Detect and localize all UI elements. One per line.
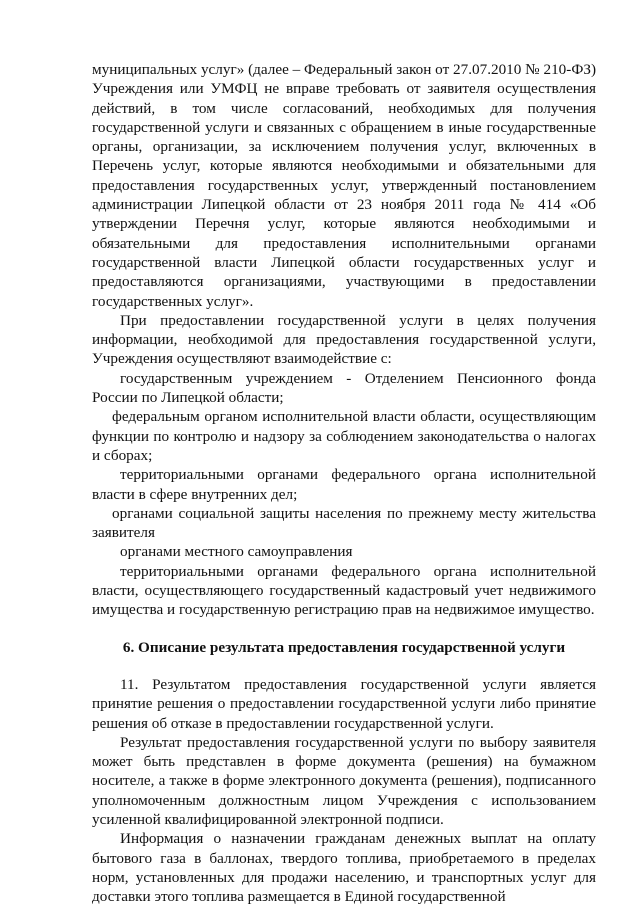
section-heading: 6. Описание результата предоставления государственной услуги — [122, 638, 566, 656]
paragraph-interaction: При предоставлении государственной услуги в целях получения информации, необходимой для предоставления государственной услуги, Учреждения осуществляют взаимодействие с: — [92, 311, 596, 368]
paragraph-federal-law: муниципальных услуг» (далее – Федеральный закон от 27.07.2010 № 210-ФЗ) Учреждения или УМФЦ не вправе требовать от заявителя осуществления действий, в том числе согласований, необходимых для получения государственной услуги и связанных с обращением в иные государственные органы, организации, за исключением получения услуг, включенных в Перечень услуг, которые являются необходимыми и обязательными для предоставления государственных услуг, утвержденный постановлением администрации Липецкой области от 23 ноября 2011 года № 414 «Об утверждении Перечня услуг, которые являются необходимыми и обязательными для предоставления исполнительными органами государственной власти Липецкой области государственных услуг и предоставляются организациями, участвующими в предоставлении государственных услуг». — [92, 61, 596, 310]
paragraph-result-form: Результат предоставления государственной услуги по выбору заявителя может быть представлен в форме документа (решения) на бумажном носителе, а также в форме электронного документа (решения), подписанного уполномоченным должностным лицом Учреждения с использованием усиленной квалифицированной электронной подписи. — [92, 733, 596, 828]
list-item-pension-fund: государственным учреждением - Отделением Пенсионного фонда России по Липецкой области; — [92, 369, 596, 407]
paragraph-result: 11. Результатом предоставления государственной услуги является принятие решения о предоставлении государственной услуги либо принятие решения об отказе в предоставлении государственной услуги. — [92, 675, 596, 732]
list-item-social-protection: органами социальной защиты населения по прежнему месту жительства заявителя — [92, 504, 596, 542]
document-page — [92, 60, 596, 906]
list-item-local-government: органами местного самоуправления — [120, 543, 353, 561]
list-item-cadastral: территориальными органами федерального органа исполнительной власти, осуществляющего государственный кадастровый учет недвижимого имущества и государственную регистрацию прав на недвижимое имущество. — [92, 562, 596, 619]
list-item-internal-affairs: территориальными органами федерального органа исполнительной власти в сфере внутренних дел; — [92, 466, 596, 503]
paragraph-payment-info: Информация о назначении гражданам денежных выплат на оплату бытового газа в баллонах, твердого топлива, приобретаемого в пределах норм, установленных для продажи населению, и транспортных услуг для доставки этого топлива размещается в Единой государственной — [92, 830, 596, 906]
list-item-tax-authority: федеральным органом исполнительной власти области, осуществляющим функции по контролю и надзору за соблюдением законодательства о налогах и сборах; — [92, 408, 596, 464]
